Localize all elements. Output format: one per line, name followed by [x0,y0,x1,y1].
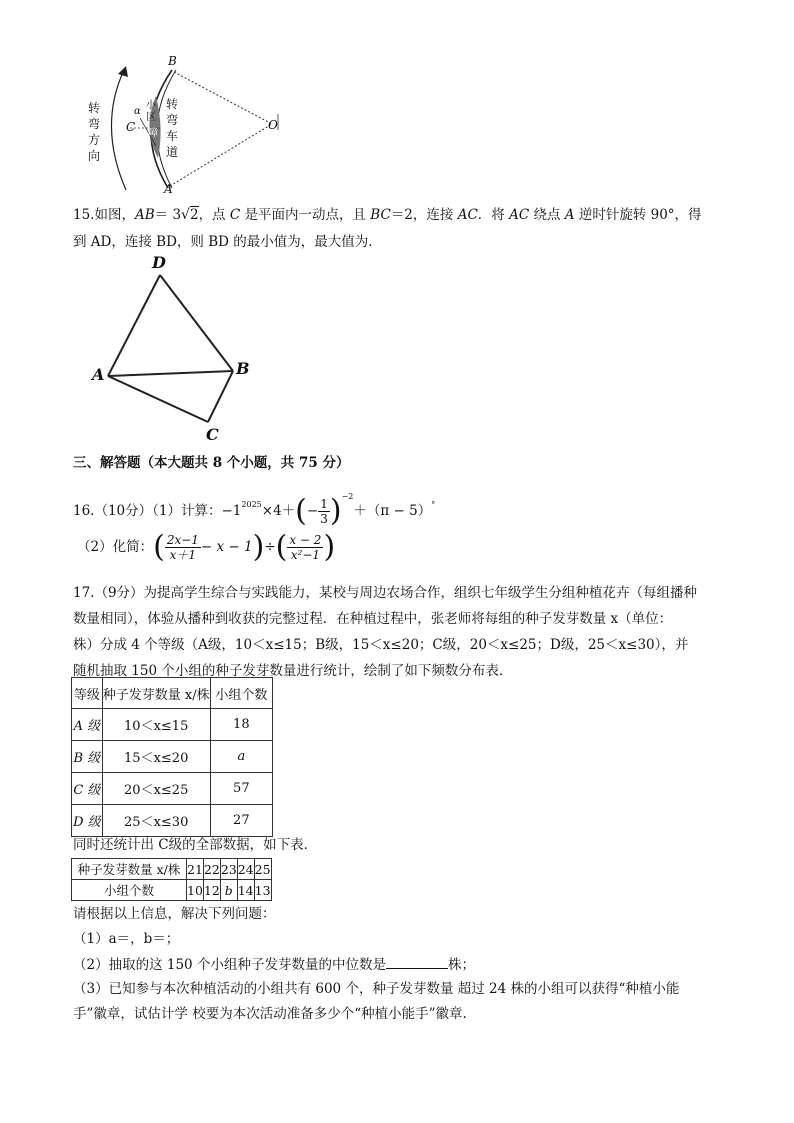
triangle-svg [90,255,260,450]
q15-a: A [564,207,575,223]
q15-ac2: AC [509,207,530,223]
vchar: 车 [166,129,179,143]
vchar: 方 [88,133,101,147]
cell: a [210,741,272,773]
label-a15: A [92,365,105,384]
turn-direction-arrow [111,70,126,190]
cell: 10＜x≤15 [102,709,210,741]
seg-ac [108,376,208,422]
q16-part2 [77,528,335,568]
vchar: 道 [166,145,179,159]
q17-p3-line2: 手”徽章，试估计学 校要为本次活动准备多少个“种植小能手”徽章. [73,1006,467,1022]
q17-p2 [73,955,475,974]
q15-eq: ＝ 3 [154,207,182,223]
sqrt-sign: √ [181,207,190,223]
answer-blank [386,955,448,969]
figure-turning-lane [80,54,300,198]
th-level: 等级 [72,678,103,709]
q16-frac2 [287,533,323,562]
cell: b [220,880,237,901]
q15-line1 [73,206,702,224]
q16-mid: − x − 1 [200,539,253,555]
q16-minus1: −1 [221,503,242,519]
table-row [72,880,272,901]
cell: 小组个数 [72,880,187,901]
paren-open: ( [153,529,165,565]
cell: 27 [210,805,272,837]
frac1-num: 2x−1 [166,533,199,547]
cell: 13 [254,880,271,901]
frac2-den: x²−1 [290,548,321,562]
cell: D 级 [72,805,103,837]
cell: 20＜x≤25 [102,773,210,805]
cell: 57 [210,773,272,805]
cell: 21 [187,859,204,880]
table-row [72,859,272,880]
q16-head: 16.（10分）（1）计算： [73,503,222,519]
q16-div: ÷ [264,539,276,555]
frequency-table [71,677,273,837]
cell: C 级 [72,773,103,805]
cell: 种子发芽数量 x/株 [72,859,187,880]
th-groups: 小组个数 [210,678,272,709]
label-alpha: α [134,106,141,117]
q15-sqrt: 2 [189,207,199,223]
vchar: 弯 [88,117,101,131]
seg-da [108,275,160,376]
cell: 25＜x≤30 [102,805,210,837]
cell: 10 [187,880,204,901]
q17-p1: （1）a＝，b＝； [73,931,180,947]
q15-c: C [229,207,241,223]
label-c15: C [206,425,219,444]
q15-ac: AC [457,207,478,223]
vchar: 转 [88,101,101,115]
q15-t6: 逆时针旋转 90°，得 [574,207,702,223]
q16-deg: ° [431,500,436,509]
label-c: C [126,120,136,134]
cell: 18 [210,709,272,741]
vtext-turn-lane [166,96,180,160]
q16-exp-neg2: −2 [341,492,354,501]
cell: 15＜x≤20 [102,741,210,773]
q15-line2: 到 AD，连接 BD，则 BD 的最小值为，最大值为． [73,234,382,250]
c-level-table [71,858,272,901]
frac-num: 1 [320,497,328,511]
paren-close2: ) [323,529,336,565]
arrow-head-icon [118,66,128,77]
cell: 12 [203,880,220,901]
vchar: 转 [166,97,179,111]
label-o: O [268,118,278,132]
cell: B 级 [72,741,103,773]
cell: 23 [220,859,237,880]
frac-den: 3 [320,512,328,526]
cell: 24 [237,859,254,880]
figure-triangle-abdc [90,255,260,450]
q16-part1 [73,478,436,529]
vchar: 区 [146,112,156,123]
q16-exp2025: 2025 [241,500,262,509]
paren-close: ) [252,529,265,565]
label-b15: B [236,359,250,378]
table-row [72,709,273,741]
table-row [72,805,273,837]
q17-line2: 数量相同），体验从播种到收获的完整过程．在种植过程中，张老师将每组的种子发芽数量 x（单位： [73,611,673,627]
q16-frac [318,497,330,526]
cell: 14 [237,880,254,901]
vchar: 小 [146,100,156,111]
q15-pre: 15.如图， [73,207,135,223]
q15-bc: BC [370,207,391,223]
table-row [72,741,273,773]
q16-part2-label: （2）化简： [77,539,154,555]
cell: 25 [254,859,271,880]
q15-t2: 是平面内一动点，且 [240,207,371,223]
seg-bc [208,371,233,422]
q17-ask: 请根据以上信息，解决下列问题： [73,906,276,922]
q15-ab: AB [134,207,155,223]
table-row [72,773,273,805]
th-count: 种子发芽数量 x/株 [102,678,210,709]
q17-line4: 随机抽取 150 个小组的种子发芽数量进行统计，绘制了如下频数分布表． [73,663,513,679]
q16-frac1 [165,533,201,562]
paren-close: ) [329,493,342,529]
q17-p2-pre: （2）抽取的这 150 个小组种子发芽数量的中位数是 [73,957,386,973]
q17-line1: 17.（9分）为提高学生综合与实践能力，某校与周边农场合作，组织七年级学生分组种植花卉（每组播种 [73,585,698,601]
q16-tail: ＋（π − 5） [353,503,432,519]
section-3-title: 三、解答题（本大题共 8 个小题，共 75 分） [73,455,350,471]
frac2-num: x − 2 [289,533,322,547]
cell: A 级 [72,709,103,741]
vchar: 向 [88,149,101,163]
label-b: B [168,54,177,68]
q17-mid-text: 同时还统计出 C级的全部数据，如下表． [73,837,318,853]
q15-t3: ＝2，连接 [390,207,458,223]
seg-db [160,275,233,371]
q17-p3-line1: （3）已知参与本次种植活动的小组共有 600 个，种子发芽数量 超过 24 株的小组可以获得“种植小能 [73,981,680,997]
seg-ab [108,371,233,376]
q17-line3: 株）分成 4 个等级（A级，10＜x≤15；B级，15＜x≤20；C级，20＜x≤25；D级，25＜x≤30），并 [73,637,689,653]
q15-t4: ．将 [477,207,510,223]
vchar: 弯 [166,113,179,127]
obstacle-label: 障 [148,128,158,139]
dashed-bo [174,72,272,124]
dashed-ao [170,124,272,186]
label-d: D [152,253,166,272]
q16-times4: ×4＋ [261,503,296,519]
table-header-row [72,678,273,709]
cell: 22 [203,859,220,880]
paren-open: ( [295,493,307,529]
frac1-den: x＋1 [169,548,197,562]
vtext-turn-direction [88,100,102,164]
vtext-mid [146,100,158,124]
label-a: A [164,182,173,196]
q17-p2-post: 株； [447,957,475,973]
paren-open2: ( [275,529,288,565]
q15-mid: ，点 [198,207,230,223]
q16-neg: − [306,503,319,519]
q15-t5: 绕点 [529,207,565,223]
turning-lane-svg [80,58,300,198]
